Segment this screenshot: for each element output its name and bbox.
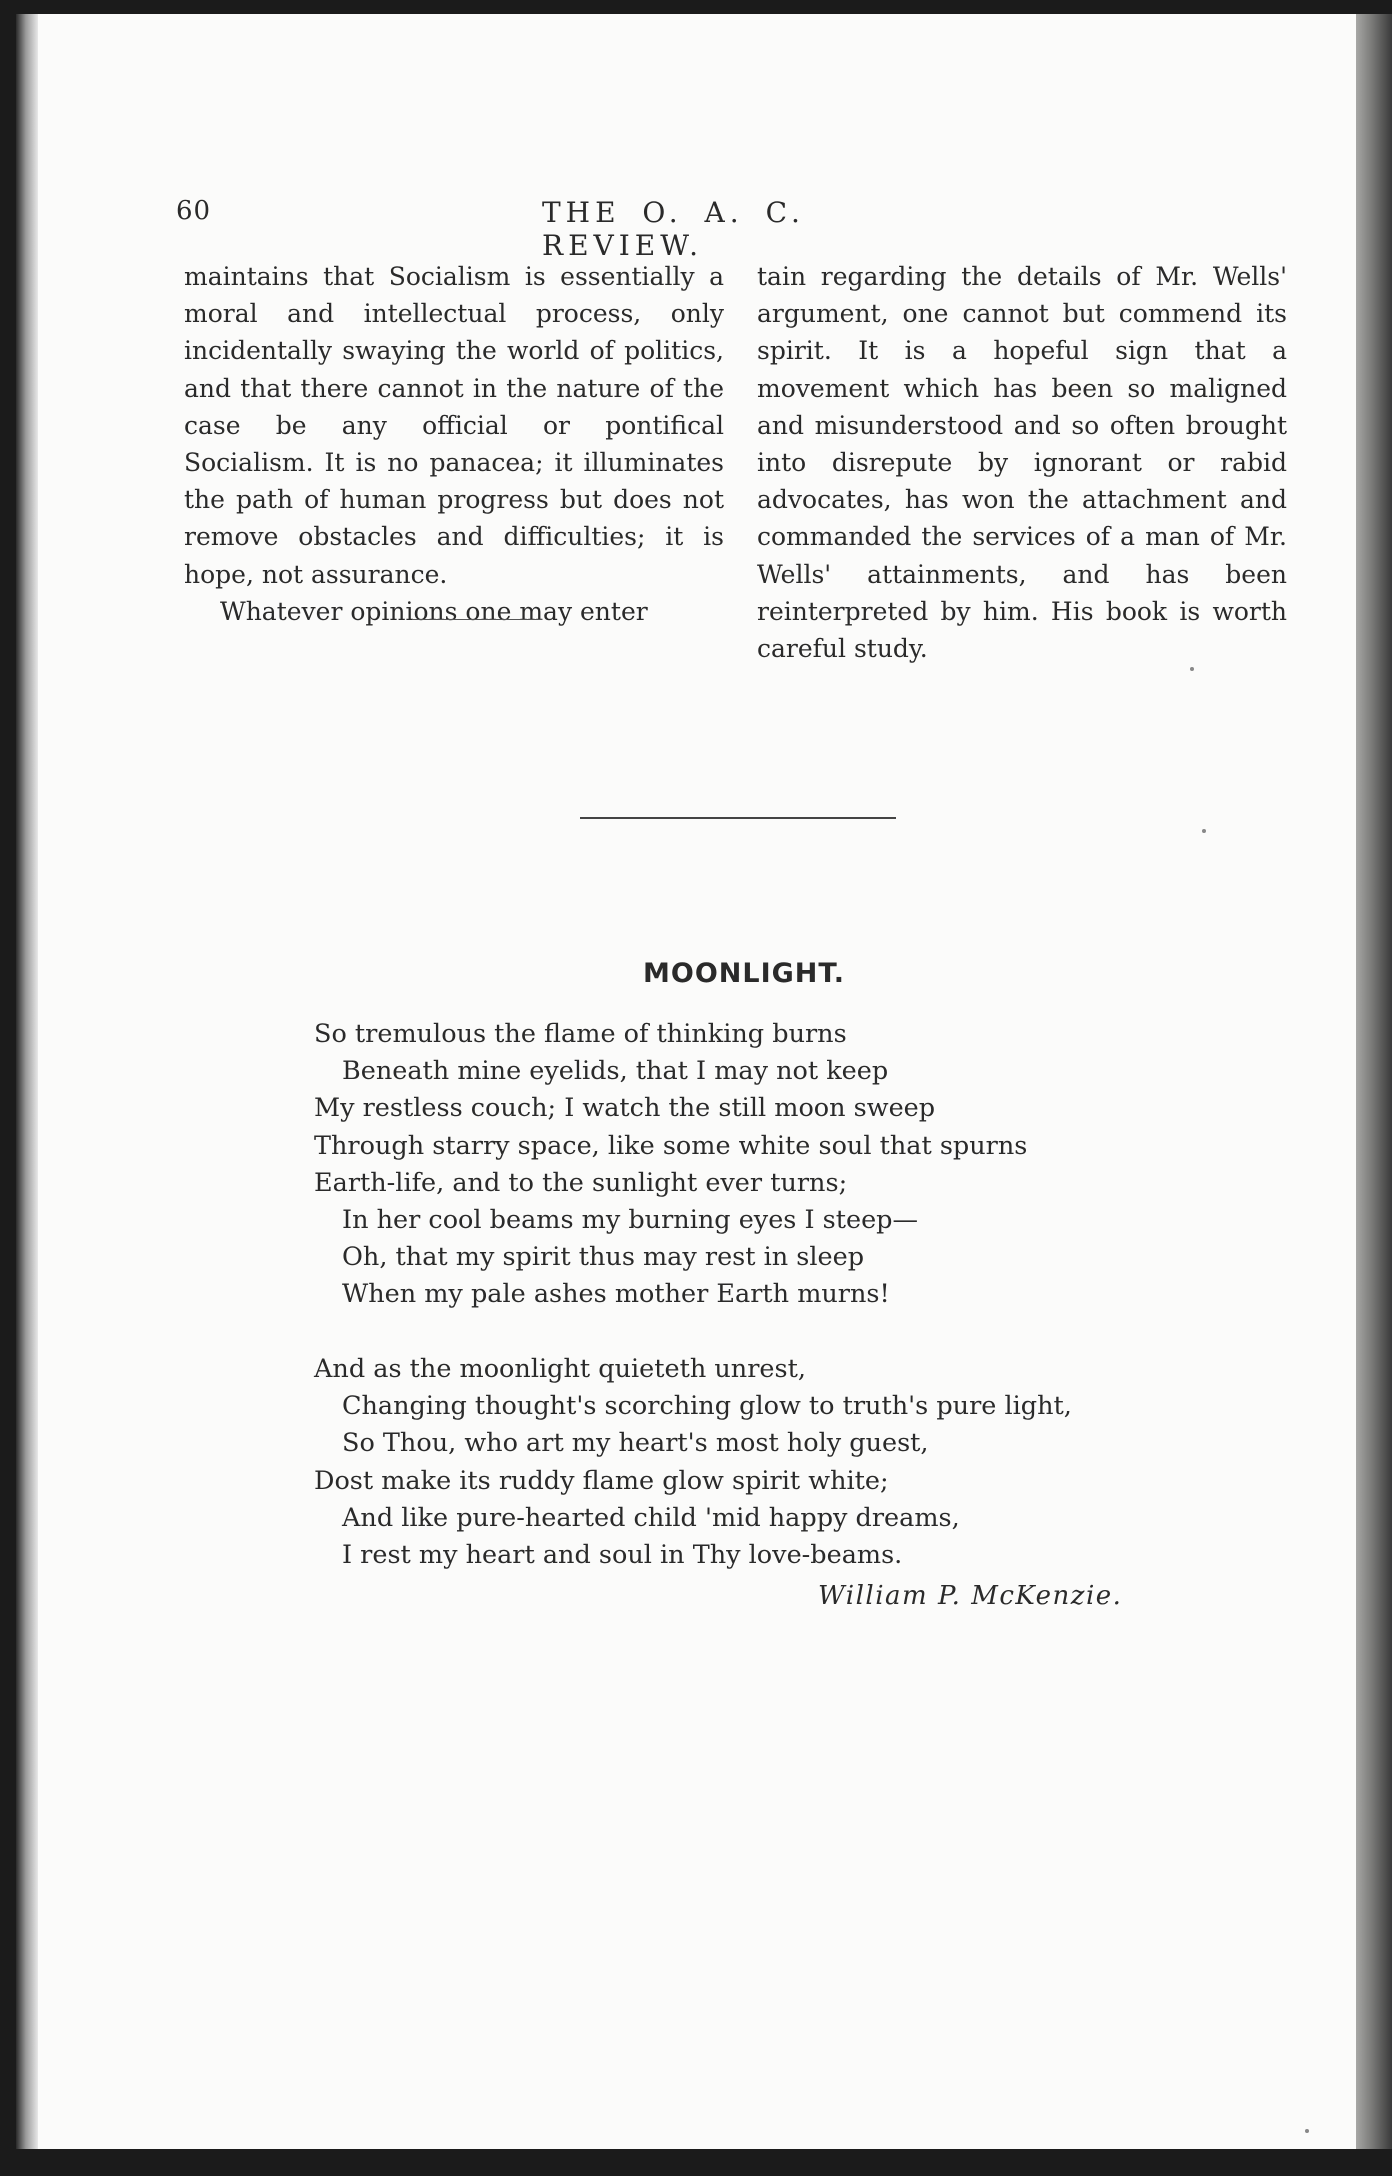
scan-speck <box>1305 2129 1309 2133</box>
binding-gutter <box>16 14 38 2149</box>
page-number: 60 <box>176 196 212 226</box>
poem-line: In her cool beams my burning eyes I steep— <box>342 1205 919 1236</box>
poem-line: So Thou, who art my heart's most holy guest, <box>342 1428 929 1459</box>
poem-stanza-1 <box>314 1016 1174 1314</box>
poem-author: William P. McKenzie. <box>818 1581 1123 1611</box>
left-paragraph-2: Whatever opinions one may enter <box>220 596 648 626</box>
left-column <box>184 258 724 630</box>
scan-speck <box>1202 829 1206 833</box>
poem-line: Changing thought's scorching glow to truth's pure light, <box>342 1391 1072 1422</box>
left-paragraph-1: maintains that Socialism is essentially a moral and intellectual process, only incidentally swaying the world of politics, and that there cannot in the nature of the case be any official or pontifical Socialism. It is no panacea; it illuminates the path of human progress but does not remove obstacles and difficulties; it is hope, not assurance. <box>184 262 724 589</box>
poem-line: And as the moonlight quieteth unrest, <box>314 1354 806 1384</box>
poem-line: So tremulous the flame of thinking burns <box>314 1019 847 1049</box>
poem-line: When my pale ashes mother Earth murns! <box>342 1279 890 1310</box>
journal-title: THE O. A. C. REVIEW. <box>542 196 805 262</box>
running-header <box>176 196 976 262</box>
poem-line: Dost make its ruddy flame glow spirit white; <box>314 1465 889 1496</box>
poem-line: Through starry space, like some white soul that spurns <box>314 1130 1028 1161</box>
poem-stanza-2 <box>314 1351 1174 1574</box>
section-rule-short <box>412 619 542 620</box>
poem-title: MOONLIGHT. <box>643 958 845 989</box>
poem-line: Earth-life, and to the sunlight ever turns; <box>314 1167 848 1198</box>
scan-speck <box>1190 667 1194 671</box>
poem-line: I rest my heart and soul in Thy love-beams. <box>342 1540 903 1571</box>
article-divider <box>580 817 896 819</box>
poem-line: Beneath mine eyelids, that I may not keep <box>342 1056 889 1087</box>
poem-line: My restless couch; I watch the still moon sweep <box>314 1093 936 1124</box>
poem-line: And like pure-hearted child 'mid happy dreams, <box>342 1502 960 1533</box>
poem-line: Oh, that my spirit thus may rest in sleep <box>342 1242 865 1273</box>
right-column <box>757 258 1287 667</box>
magazine-page <box>16 14 1356 2149</box>
right-paragraph-1: tain regarding the details of Mr. Wells' argument, one cannot but commend its spirit. It is a hopeful sign that a movement which has been so maligned and misunderstood and so often brought into disrepute by ignorant or rabid advocates, has won the attachment and commanded the services of a man of Mr. Wells' attainments, and has been reinterpreted by him. His book is worth careful study. <box>757 262 1287 664</box>
